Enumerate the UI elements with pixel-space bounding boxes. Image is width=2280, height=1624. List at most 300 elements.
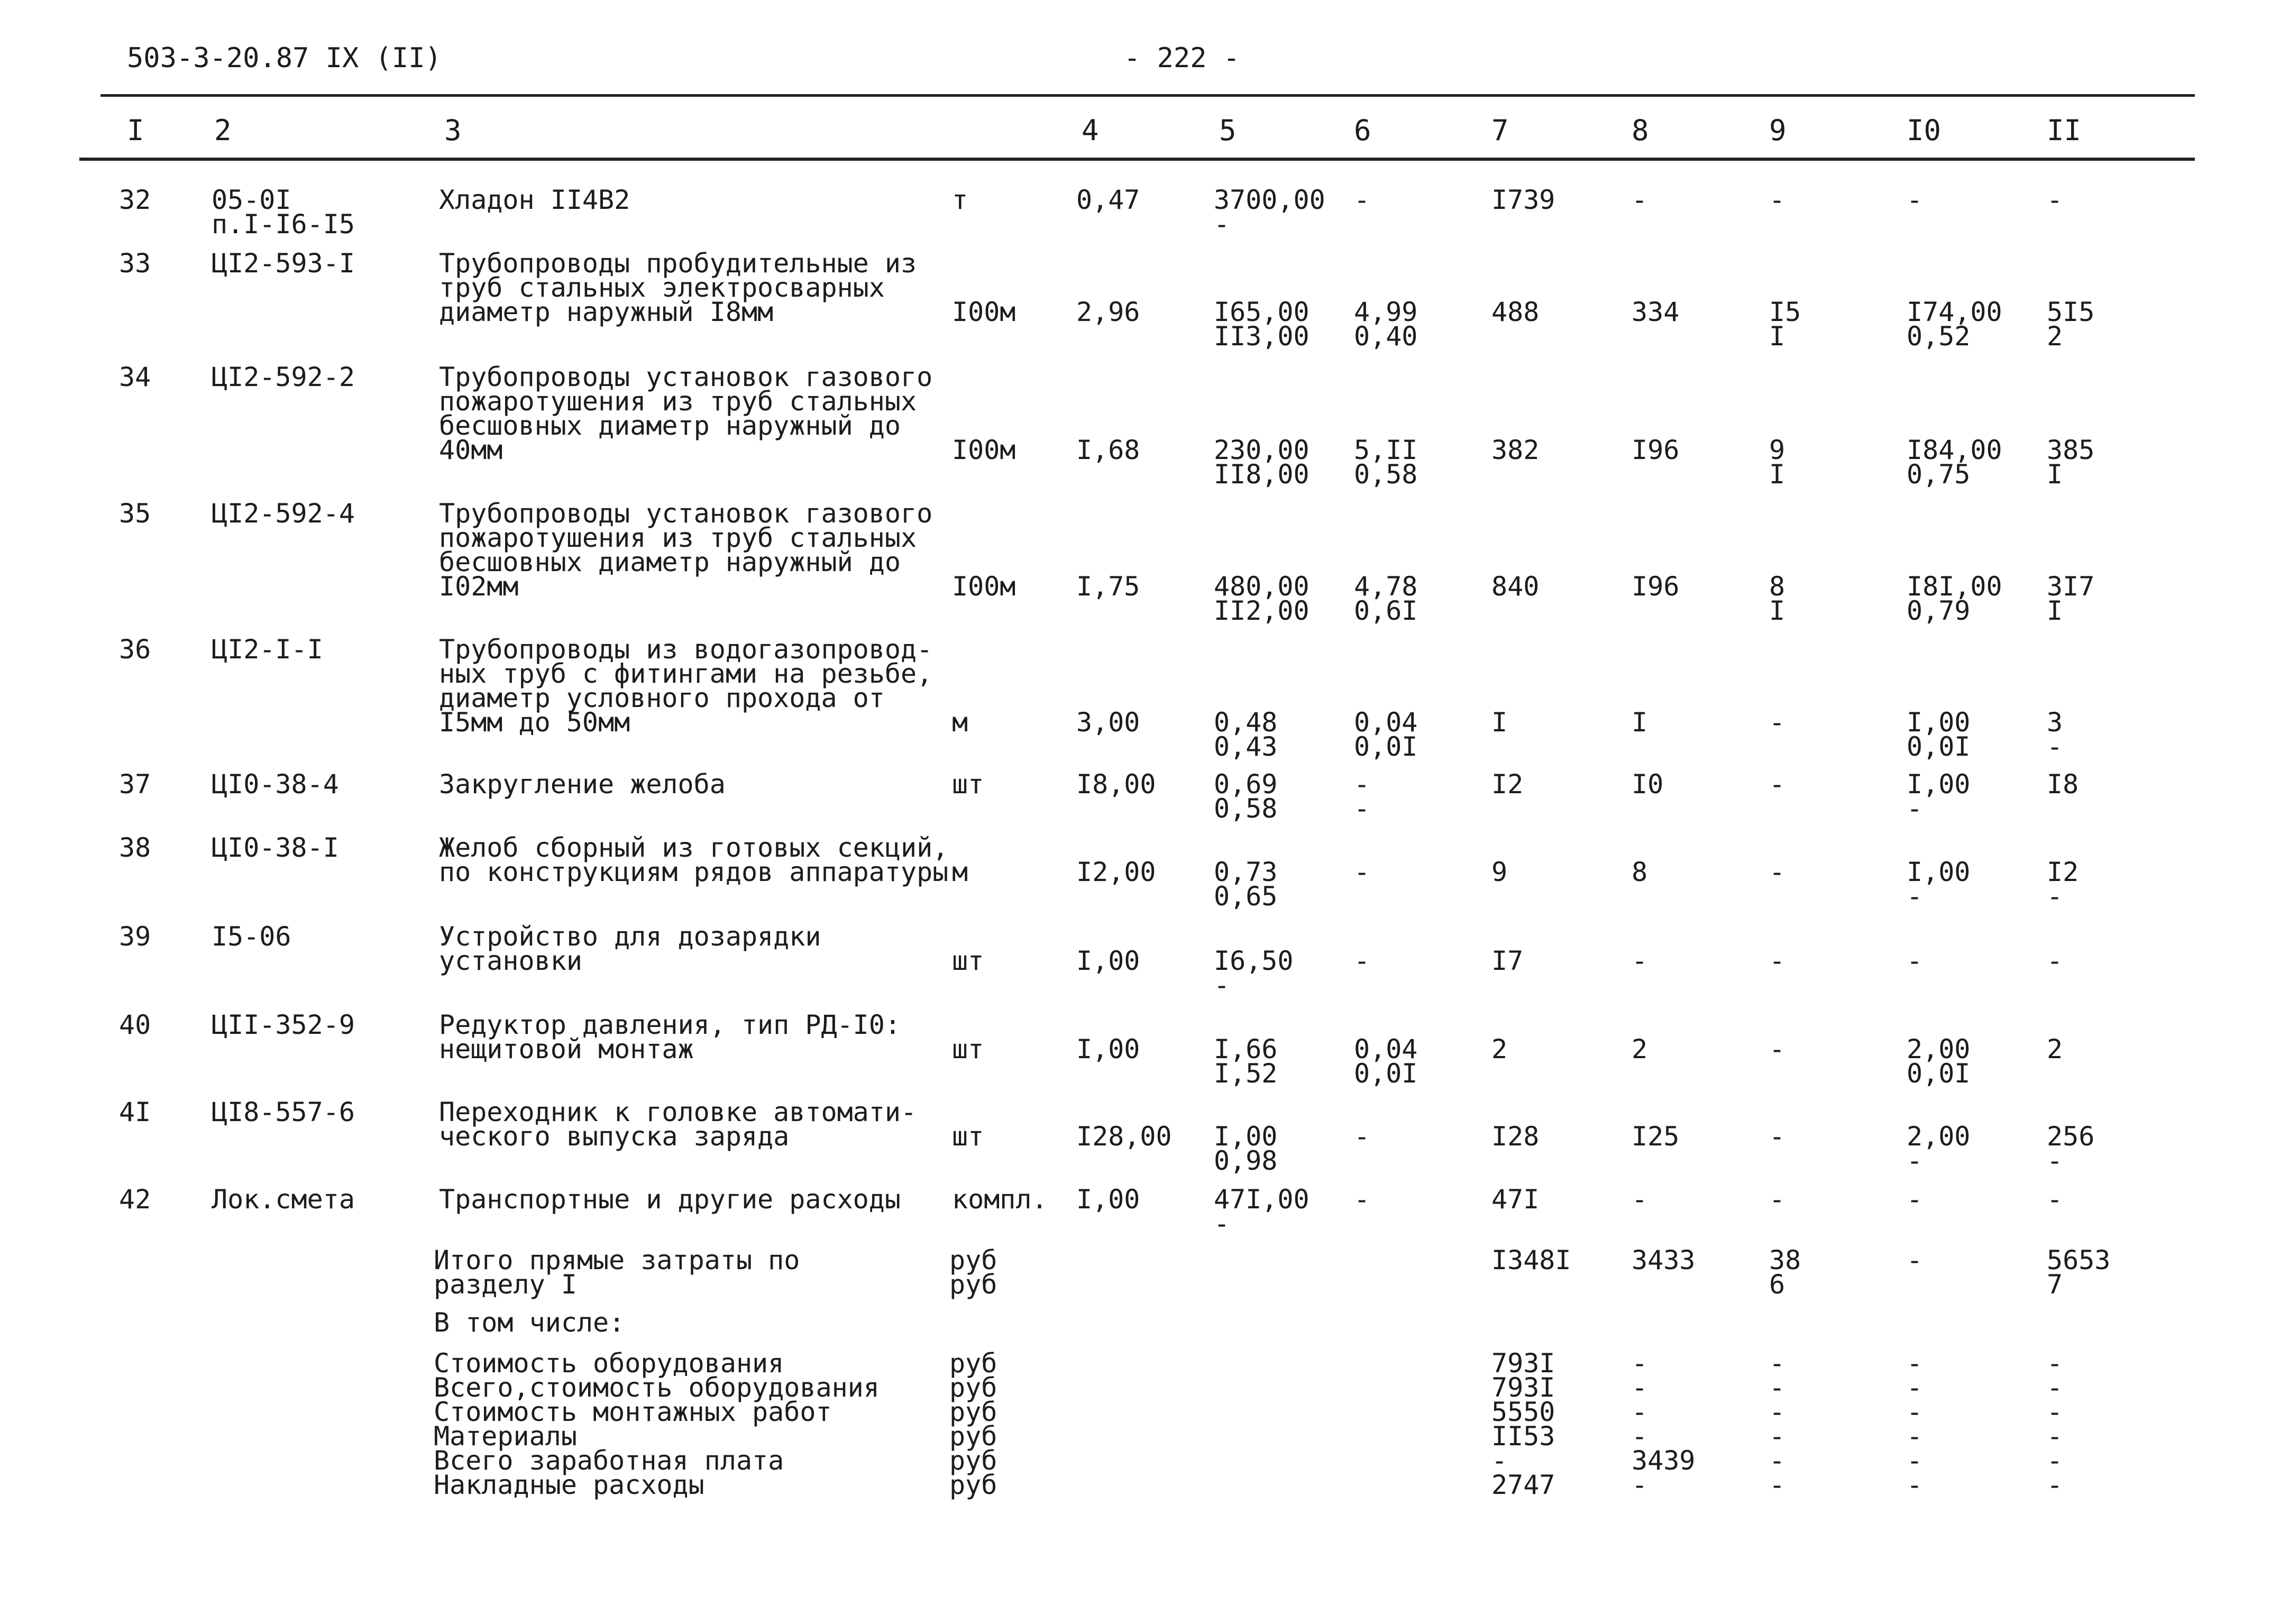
text-line: I8,00 [1076, 769, 1156, 800]
text-line: - [1907, 881, 1923, 912]
text-line: бесшовных диаметр наружный до [439, 547, 901, 577]
row-col8 [1632, 297, 1680, 327]
row-unit-price [1214, 946, 1294, 1001]
row-number [119, 1097, 151, 1127]
row-quantity [1076, 297, 1140, 327]
text-line: 5I5 [2047, 297, 2095, 327]
summary-total-col8 [1632, 1245, 1696, 1276]
column-header: 6 [1354, 114, 1371, 147]
text-line: - [1632, 1348, 1648, 1379]
row-code [212, 832, 339, 863]
text-line: 3,00 [1076, 707, 1140, 738]
row-col7 [1491, 435, 1540, 465]
text-line: I,00 [1214, 1121, 1278, 1152]
text-line: Материалы [434, 1421, 577, 1452]
row-col11 [2047, 1184, 2063, 1215]
text-line: 8 [1769, 571, 1785, 602]
text-line: п.I-I6-I5 [212, 209, 355, 240]
summary-subheading-text: В том числе: [434, 1307, 625, 1338]
row-col6 [1354, 571, 1418, 626]
text-line: 32 [119, 185, 151, 215]
text-line: 0,0I [1354, 731, 1418, 762]
text-line: - [1769, 1445, 1785, 1476]
breakdown-col7 [1491, 1348, 1555, 1500]
text-line: I28 [1491, 1121, 1540, 1152]
row-unit [952, 297, 1016, 327]
text-line: ческого выпуска заряда [439, 1121, 790, 1152]
summary-total-unit [949, 1245, 997, 1300]
text-line: - [1632, 1184, 1648, 1215]
text-line: - [1354, 793, 1370, 824]
text-line: м [952, 707, 968, 738]
row-unit-price [1214, 1034, 1278, 1089]
text-line: I [1769, 595, 1785, 626]
row-unit-price [1214, 857, 1278, 912]
text-line: пожаротушения из труб стальных [439, 386, 917, 417]
text-line: - [1907, 946, 1923, 976]
text-line: пожаротушения из труб стальных [439, 522, 917, 553]
text-line: I,75 [1076, 571, 1140, 602]
text-line: Транспортные и другие расходы [439, 1184, 901, 1215]
text-line: I,00 [1076, 1184, 1140, 1215]
text-line: 0,0I [1907, 731, 1971, 762]
text-line: - [2047, 881, 2063, 912]
text-line: 0,52 [1907, 321, 1971, 352]
text-line: 37 [119, 769, 151, 800]
row-col6 [1354, 297, 1418, 352]
text-line: - [2047, 1348, 2063, 1379]
text-line: I5 [1769, 297, 1801, 327]
row-unit-price [1214, 297, 1310, 352]
row-quantity [1076, 435, 1140, 465]
row-col10 [1907, 1184, 1923, 1215]
text-line: - [1769, 1348, 1785, 1379]
text-line: 382 [1491, 435, 1540, 465]
text-line: 334 [1632, 297, 1680, 327]
text-line: 480,00 [1214, 571, 1310, 602]
text-line: 36 [119, 634, 151, 665]
text-line: 0,79 [1907, 595, 1971, 626]
row-description [439, 498, 933, 602]
row-code [212, 1097, 355, 1127]
column-header: 3 [444, 114, 462, 147]
row-code [212, 498, 355, 529]
text-line: - [1632, 185, 1648, 215]
text-line: 5653 [2047, 1245, 2111, 1276]
row-description [439, 362, 933, 465]
row-code [212, 1010, 355, 1040]
text-line: - [1769, 1397, 1785, 1427]
text-line: ЦI0-38-I [212, 832, 339, 863]
text-line: - [1769, 1470, 1785, 1500]
row-code [212, 921, 291, 952]
table-top-rule [100, 94, 2195, 97]
text-line: - [1214, 1208, 1230, 1239]
row-col8 [1632, 185, 1648, 215]
row-unit [952, 571, 1016, 602]
summary-total-col9 [1769, 1245, 1801, 1300]
text-line: 0,65 [1214, 881, 1278, 912]
row-col7 [1491, 857, 1508, 887]
text-line: I,52 [1214, 1058, 1278, 1089]
row-number [119, 1184, 151, 1215]
row-quantity [1076, 1034, 1140, 1065]
row-number [119, 769, 151, 800]
row-col7 [1491, 1184, 1540, 1215]
text-line: 840 [1491, 571, 1540, 602]
row-col11 [2047, 769, 2079, 800]
text-line: I5-06 [212, 921, 291, 952]
text-line: - [2047, 1421, 2063, 1452]
column-header: II [2047, 114, 2082, 147]
text-line: - [1632, 946, 1648, 976]
text-line: 9 [1491, 857, 1508, 887]
text-line: 0,0I [1354, 1058, 1418, 1089]
text-line: 3700,00 [1214, 185, 1325, 215]
table-header-rule [79, 158, 2195, 161]
text-line: - [1354, 946, 1370, 976]
text-line: I8I,00 [1907, 571, 2002, 602]
text-line: 385 [2047, 435, 2095, 465]
text-line: шт [952, 769, 984, 800]
text-line: I,00 [1076, 946, 1140, 976]
text-line: 3I7 [2047, 571, 2095, 602]
row-quantity [1076, 1184, 1140, 1215]
row-col10 [1907, 435, 2002, 490]
text-line: - [1632, 1372, 1648, 1403]
text-line: 0,98 [1214, 1145, 1278, 1176]
text-line: ЦI2-592-2 [212, 362, 355, 392]
text-line: шт [952, 1034, 984, 1065]
text-line: I2 [1491, 769, 1524, 800]
text-line: I02мм [439, 571, 519, 602]
row-unit [952, 185, 968, 215]
row-number [119, 498, 151, 529]
text-line: I65,00 [1214, 297, 1310, 327]
row-col8 [1632, 1184, 1648, 1215]
text-line: - [1354, 1121, 1370, 1152]
text-line: 0,0I [1907, 1058, 1971, 1089]
text-line: I6,50 [1214, 946, 1294, 976]
text-line: I2,00 [1076, 857, 1156, 887]
text-line: 42 [119, 1184, 151, 1215]
text-line: Стоимость монтажных работ [434, 1397, 832, 1427]
text-line: ЦI2-592-4 [212, 498, 355, 529]
text-line: - [1769, 1121, 1785, 1152]
text-line: 4,99 [1354, 297, 1418, 327]
row-col11 [2047, 857, 2079, 912]
text-line: 0,58 [1214, 793, 1278, 824]
row-unit [952, 1184, 1048, 1215]
row-col10 [1907, 1034, 1971, 1089]
row-description [439, 1010, 901, 1065]
text-line: - [1907, 1397, 1923, 1427]
row-col8 [1632, 1121, 1680, 1152]
row-unit-price [1214, 769, 1278, 824]
text-line: ЦII-352-9 [212, 1010, 355, 1040]
text-line: I5мм до 50мм [439, 707, 630, 738]
text-line: 40 [119, 1010, 151, 1040]
row-description [439, 634, 933, 738]
row-col9 [1769, 571, 1785, 626]
row-col7 [1491, 769, 1524, 800]
row-col10 [1907, 769, 1971, 824]
row-quantity [1076, 946, 1140, 976]
row-description [439, 1097, 917, 1152]
text-line: ных труб с фитингами на резьбе, [439, 658, 933, 689]
row-number [119, 832, 151, 863]
text-line: 47I,00 [1214, 1184, 1310, 1215]
text-line: Лок.смета [212, 1184, 355, 1215]
text-line: 0,75 [1907, 459, 1971, 490]
text-line: - [1769, 185, 1785, 215]
text-line: 2,96 [1076, 297, 1140, 327]
text-line: I,66 [1214, 1034, 1278, 1065]
row-col9 [1769, 707, 1785, 738]
column-header: 7 [1491, 114, 1509, 147]
column-header: 4 [1082, 114, 1099, 147]
text-line: 2 [2047, 321, 2063, 352]
text-line: 3439 [1632, 1445, 1696, 1476]
text-line: - [1769, 1034, 1785, 1065]
text-line: шт [952, 946, 984, 976]
row-col11 [2047, 297, 2095, 352]
text-line: I739 [1491, 185, 1555, 215]
text-line: I28,00 [1076, 1121, 1172, 1152]
row-col6 [1354, 769, 1370, 824]
text-line: - [1769, 1184, 1785, 1215]
text-line: 0,04 [1354, 1034, 1418, 1065]
row-unit [952, 946, 984, 976]
text-line: руб [949, 1397, 997, 1427]
breakdown-col10 [1907, 1348, 1923, 1500]
row-col6 [1354, 707, 1418, 762]
text-line: I,00 [1907, 857, 1971, 887]
breakdown-col9 [1769, 1348, 1785, 1500]
row-quantity [1076, 707, 1140, 738]
row-description [439, 248, 917, 327]
text-line: II3,00 [1214, 321, 1310, 352]
text-line: I00м [952, 435, 1016, 465]
text-line: - [2047, 1470, 2063, 1500]
row-col8 [1632, 707, 1648, 738]
text-line: 793I [1491, 1372, 1555, 1403]
row-col6 [1354, 435, 1418, 490]
row-quantity [1076, 571, 1140, 602]
text-line: 0,73 [1214, 857, 1278, 887]
row-unit-price [1214, 1184, 1310, 1239]
text-line: 256 [2047, 1121, 2095, 1152]
text-line: - [2047, 1397, 2063, 1427]
text-line: диаметр наружный I8мм [439, 297, 774, 327]
row-description [439, 769, 726, 800]
text-line: - [1354, 769, 1370, 800]
text-line: 4I [119, 1097, 151, 1127]
text-line: 38 [1769, 1245, 1801, 1276]
text-line: Трубопроводы установок газового [439, 362, 933, 392]
text-line: ЦI2-I-I [212, 634, 323, 665]
row-col10 [1907, 571, 2002, 626]
column-header: 5 [1219, 114, 1237, 147]
text-line: - [2047, 1372, 2063, 1403]
text-line: Стоимость оборудования [434, 1348, 784, 1379]
row-col8 [1632, 769, 1664, 800]
row-code [212, 185, 355, 240]
text-line: 8 [1632, 857, 1648, 887]
text-line: - [1632, 1397, 1648, 1427]
row-col9 [1769, 1034, 1785, 1065]
column-header: I [127, 114, 144, 147]
row-number [119, 248, 151, 279]
text-line: руб [949, 1421, 997, 1452]
text-line: II2,00 [1214, 595, 1310, 626]
text-line: I [1769, 321, 1785, 352]
text-line: руб [949, 1470, 997, 1500]
text-line: I25 [1632, 1121, 1680, 1152]
text-line: - [1907, 1470, 1923, 1500]
text-line: 47I [1491, 1184, 1540, 1215]
text-line: Всего,стоимость оборудования [434, 1372, 880, 1403]
text-line: I,00 [1907, 707, 1971, 738]
row-code [212, 248, 355, 279]
text-line: - [1491, 1445, 1508, 1476]
text-line: ЦI8-557-6 [212, 1097, 355, 1127]
text-line: Желоб сборный из готовых секций, [439, 832, 949, 863]
text-line: - [1907, 1372, 1923, 1403]
row-col7 [1491, 185, 1555, 215]
row-col8 [1632, 946, 1648, 976]
text-line: руб [949, 1372, 997, 1403]
text-line: - [1354, 1184, 1370, 1215]
row-unit-price [1214, 1121, 1278, 1176]
text-line: 0,48 [1214, 707, 1278, 738]
row-code [212, 1184, 355, 1215]
row-col7 [1491, 946, 1524, 976]
text-line: I74,00 [1907, 297, 2002, 327]
text-line: I00м [952, 571, 1016, 602]
summary-total-col11 [2047, 1245, 2111, 1300]
text-line: Устройство для дозарядки [439, 921, 821, 952]
row-col6 [1354, 185, 1370, 215]
text-line: Переходник к головке автомати- [439, 1097, 917, 1127]
text-line: 38 [119, 832, 151, 863]
row-unit [952, 435, 1016, 465]
text-line: - [1214, 209, 1230, 240]
row-col6 [1354, 1184, 1370, 1215]
text-line: руб [949, 1269, 997, 1300]
text-line: - [1907, 1445, 1923, 1476]
text-line: 3433 [1632, 1245, 1696, 1276]
row-col11 [2047, 435, 2095, 490]
text-line: Трубопроводы из водогазопровод- [439, 634, 933, 665]
row-col8 [1632, 1034, 1648, 1065]
text-line: - [2047, 1145, 2063, 1176]
text-line: руб [949, 1348, 997, 1379]
text-line: I8 [2047, 769, 2079, 800]
text-line: 5550 [1491, 1397, 1555, 1427]
text-line: 2747 [1491, 1470, 1555, 1500]
row-col7 [1491, 297, 1540, 327]
row-col6 [1354, 946, 1370, 976]
text-line: - [1354, 857, 1370, 887]
text-line: 35 [119, 498, 151, 529]
text-line: бесшовных диаметр наружный до [439, 410, 901, 441]
text-line: I [1769, 459, 1785, 490]
text-line: диаметр условного прохода от [439, 683, 885, 713]
breakdown-col11 [2047, 1348, 2063, 1500]
row-col6 [1354, 1034, 1418, 1089]
text-line: Редуктор давления, тип РД-I0: [439, 1010, 901, 1040]
text-line: - [1907, 793, 1923, 824]
text-line: I2 [2047, 857, 2079, 887]
row-unit [952, 769, 984, 800]
row-number [119, 921, 151, 952]
text-line: 2,00 [1907, 1121, 1971, 1152]
text-line: 40мм [439, 435, 503, 465]
row-unit-price [1214, 185, 1325, 240]
text-line: Всего заработная плата [434, 1445, 784, 1476]
text-line: I [1632, 707, 1648, 738]
summary-total-col7 [1491, 1245, 1571, 1276]
row-description [439, 185, 630, 215]
text-line: I [2047, 459, 2063, 490]
column-header: I0 [1907, 114, 1942, 147]
text-line: I96 [1632, 571, 1680, 602]
text-line: 230,00 [1214, 435, 1310, 465]
text-line: 0,69 [1214, 769, 1278, 800]
text-line: - [1769, 1421, 1785, 1452]
text-line: Закругление желоба [439, 769, 726, 800]
text-line: - [1214, 970, 1230, 1001]
column-header: 9 [1769, 114, 1787, 147]
text-line: Хладон II4В2 [439, 185, 630, 215]
text-line: - [2047, 731, 2063, 762]
row-col9 [1769, 435, 1785, 490]
row-code [212, 769, 339, 800]
column-header: 2 [214, 114, 232, 147]
text-line: 793I [1491, 1348, 1555, 1379]
row-col8 [1632, 857, 1648, 887]
text-line: I [1491, 707, 1508, 738]
row-col9 [1769, 1121, 1785, 1152]
text-line: Итого прямые затраты по [434, 1245, 800, 1276]
text-line: - [1632, 1470, 1648, 1500]
text-line: 4,78 [1354, 571, 1418, 602]
row-quantity [1076, 857, 1156, 887]
row-unit-price [1214, 435, 1310, 490]
text-line: шт [952, 1121, 984, 1152]
text-line: руб [949, 1445, 997, 1476]
text-line: 6 [1769, 1269, 1785, 1300]
text-line: 488 [1491, 297, 1540, 327]
row-col7 [1491, 707, 1508, 738]
text-line: 2 [2047, 1034, 2063, 1065]
row-col9 [1769, 1184, 1785, 1215]
row-col10 [1907, 707, 1971, 762]
text-line: I0 [1632, 769, 1664, 800]
document-code: 503-3-20.87 IX (II) [127, 42, 442, 74]
row-description [439, 921, 821, 976]
text-line: - [1907, 1348, 1923, 1379]
text-line: I,68 [1076, 435, 1140, 465]
text-line: - [1769, 707, 1785, 738]
row-code [212, 634, 323, 665]
row-description [439, 1184, 901, 1215]
text-line: 2,00 [1907, 1034, 1971, 1065]
row-col10 [1907, 1121, 1971, 1176]
row-unit [952, 857, 968, 887]
row-col11 [2047, 1034, 2063, 1065]
